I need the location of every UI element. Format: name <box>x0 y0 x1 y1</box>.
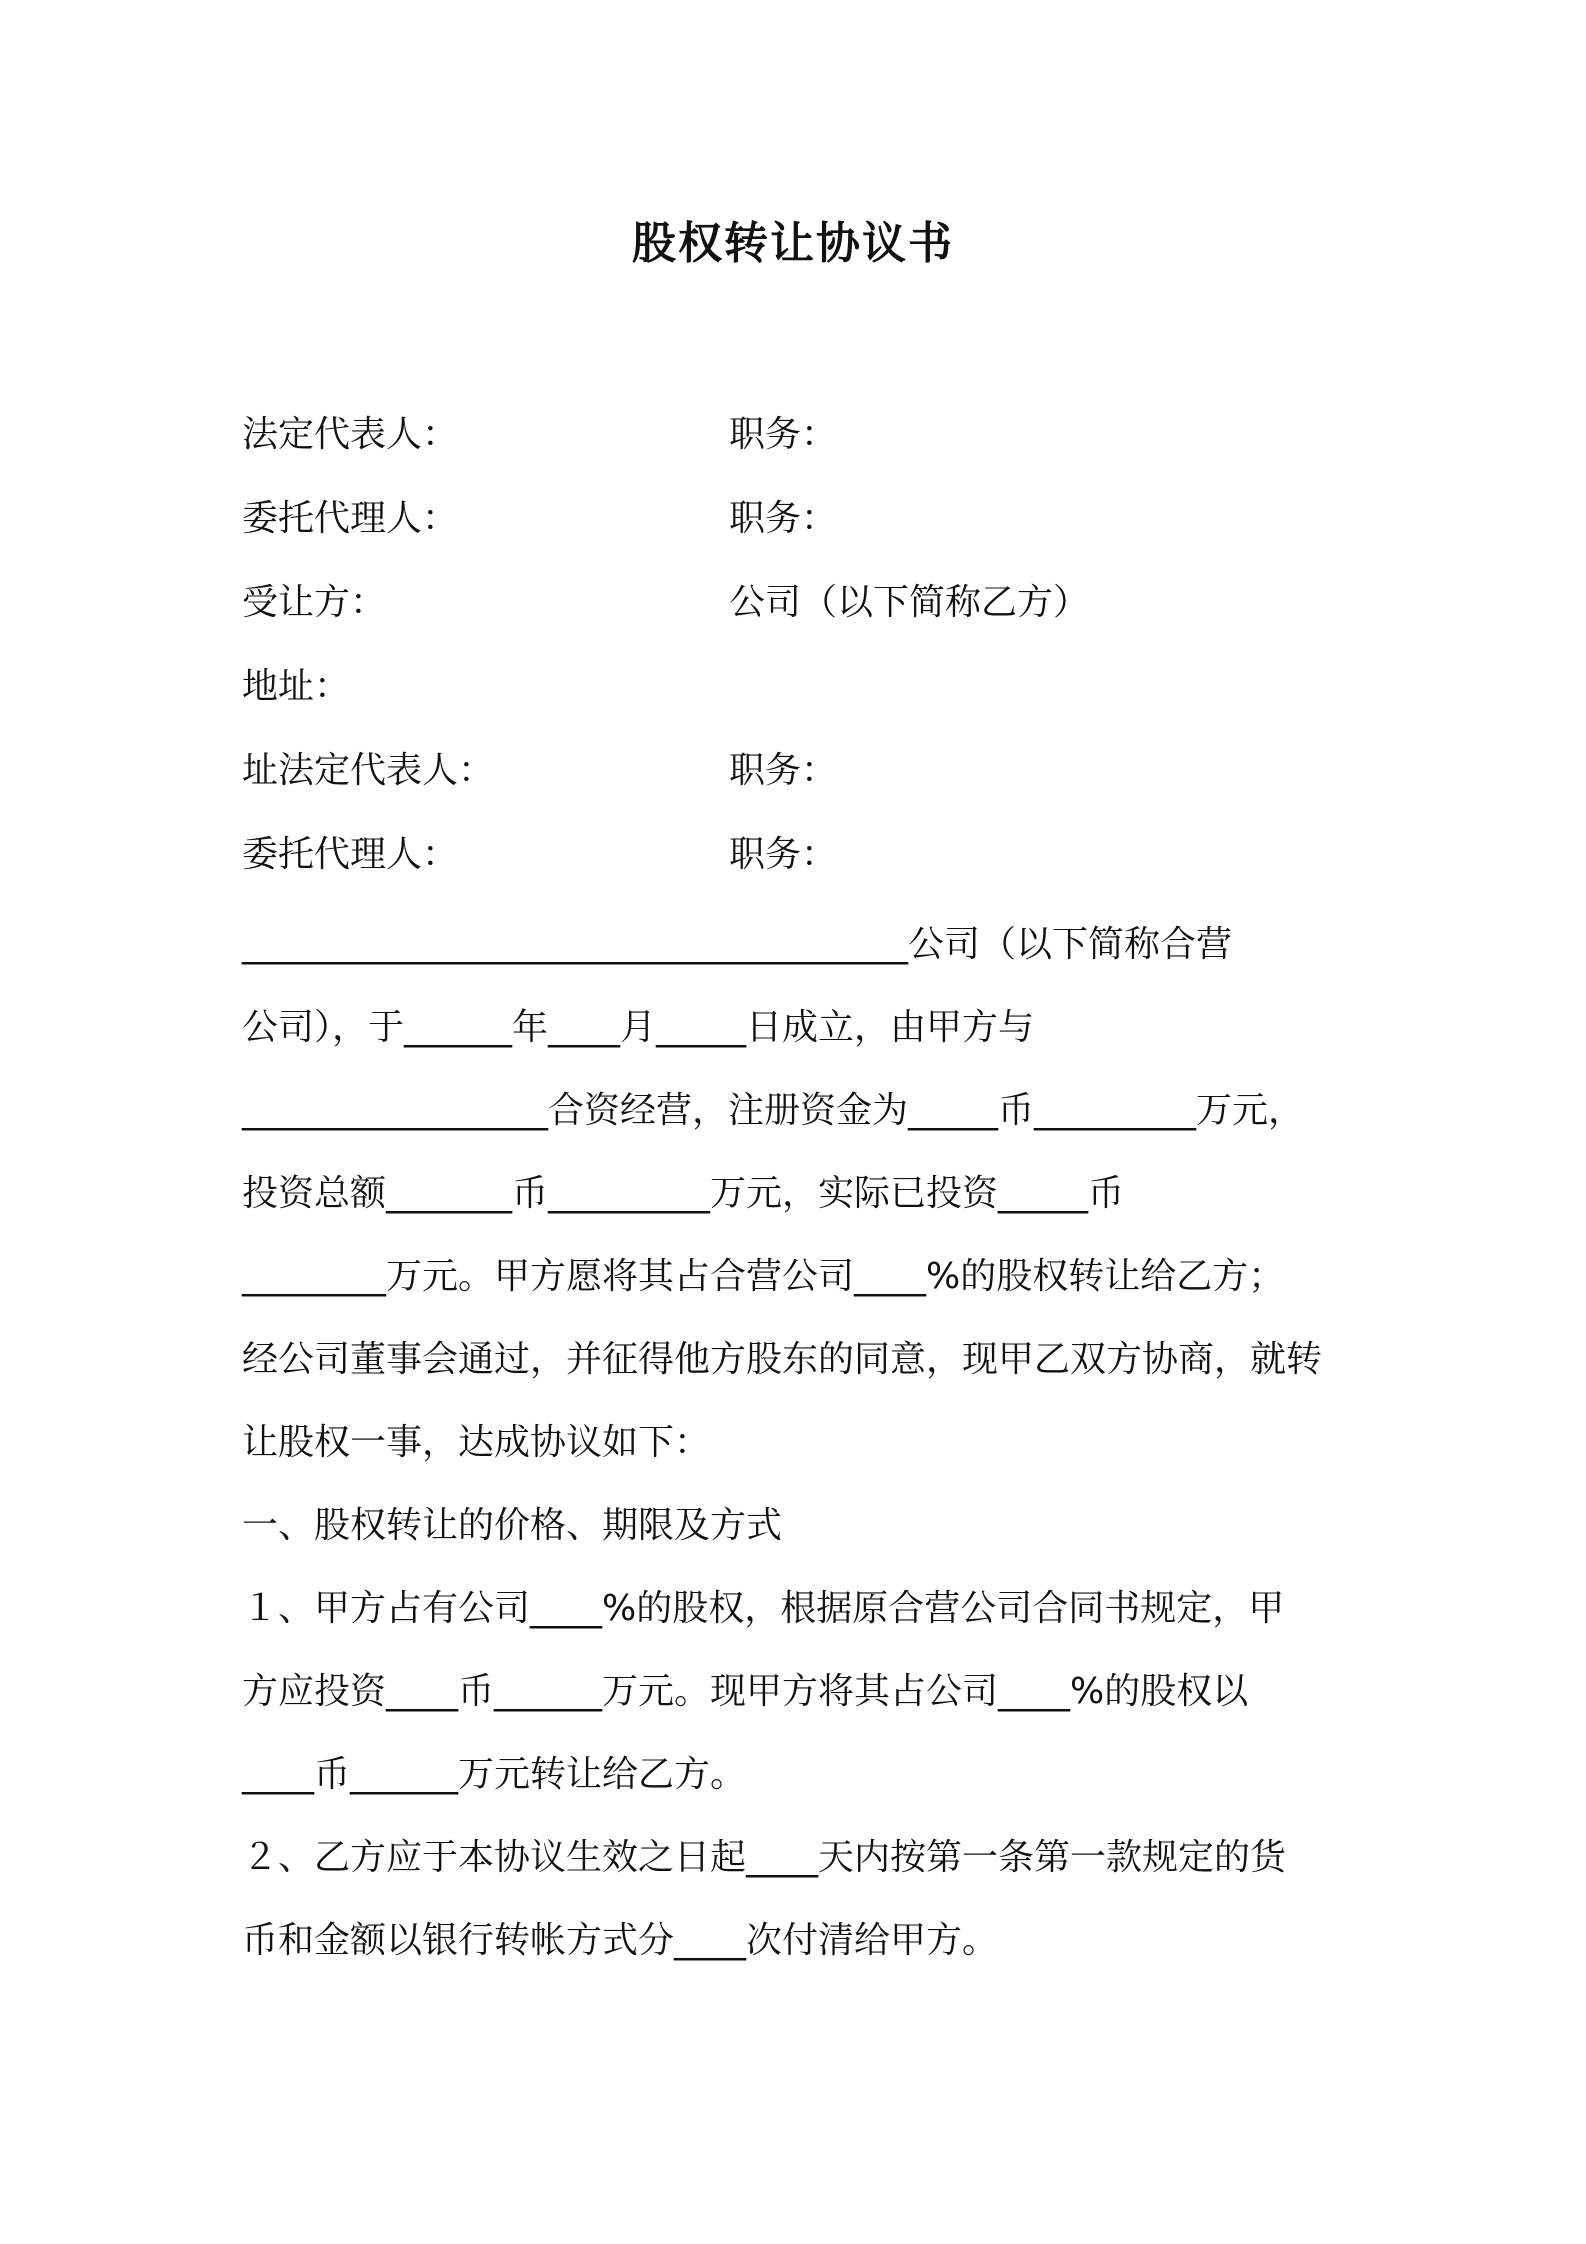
section-heading: 一、股权转让的价格、期限及方式 <box>242 1505 783 1546</box>
body-line: ____币______万元转让给乙方。 <box>242 1754 747 1795</box>
party-field-label: 地址： <box>242 666 351 707</box>
party-field-label: 职务： <box>729 414 838 455</box>
party-row <box>242 741 1392 825</box>
body-line: １、甲方占有公司____%的股权，根据原合营公司合同书规定，甲 <box>242 1588 1285 1629</box>
body-line: 投资总额_______币_________万元，实际已投资_____币 <box>242 1173 1125 1214</box>
party-field-label: 委托代理人： <box>242 834 459 875</box>
body-line: 币和金额以银行转帐方式分____次付清给甲方。 <box>242 1920 999 1961</box>
body-line: 让股权一事，达成协议如下： <box>242 1422 711 1463</box>
party-field-label: 址法定代表人： <box>242 750 495 791</box>
party-field-label: 受让方： <box>242 582 387 623</box>
party-info-block <box>242 405 1392 909</box>
agreement-body <box>242 915 1382 1994</box>
body-line: _____________________________________公司（以下简称合营 <box>242 924 1233 965</box>
party-row <box>242 825 1392 909</box>
party-row <box>242 405 1392 489</box>
party-row <box>242 489 1392 573</box>
party-field-label: 职务： <box>729 750 838 791</box>
document-title: 股权转让协议书 <box>632 218 954 269</box>
body-line: 公司），于______年____月_____日成立，由甲方与 <box>242 1007 1035 1048</box>
party-row <box>242 573 1392 657</box>
party-field-label: 法定代表人： <box>242 414 459 455</box>
body-line: 经公司董事会通过，并征得他方股东的同意，现甲乙双方协商，就转 <box>242 1339 1323 1380</box>
party-field-label: 职务： <box>729 498 838 539</box>
body-line: ２、乙方应于本协议生效之日起____天内按第一条第一款规定的货 <box>242 1837 1287 1878</box>
party-field-label: 委托代理人： <box>242 498 459 539</box>
party-row <box>242 657 1392 741</box>
body-line: _________________合资经营，注册资金为_____币_________万元， <box>242 1090 1305 1131</box>
party-field-label: 职务： <box>729 834 838 875</box>
body-line: ________万元。甲方愿将其占合营公司____%的股权转让给乙方； <box>242 1256 1285 1297</box>
body-line: 方应投资____币______万元。现甲方将其占公司____%的股权以 <box>242 1671 1249 1712</box>
party-field-label: 公司（以下简称乙方） <box>729 582 1090 623</box>
